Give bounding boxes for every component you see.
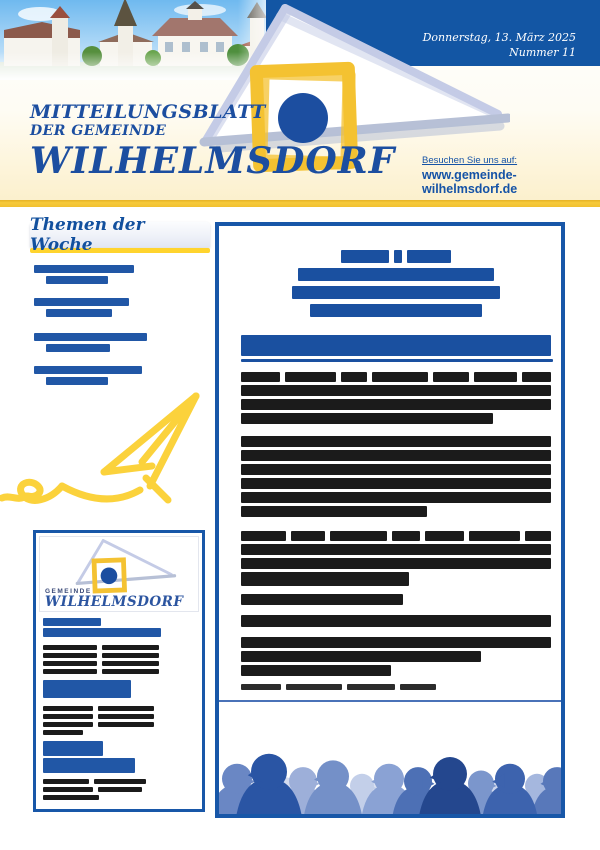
leftbox-subheading-2 [43, 741, 196, 773]
gemeinde-logo-card [39, 536, 199, 612]
article-paragraph-6 [241, 637, 551, 676]
sidebar-topic-list [30, 253, 210, 385]
masthead-line3: WILHELMSDORF [30, 140, 396, 182]
sidebar-themen-der-woche [30, 214, 210, 385]
visit-block [422, 155, 600, 196]
article-paragraph-5 [241, 615, 551, 627]
gold-divider-bar [0, 200, 600, 207]
issue-number: Nummer 11 [509, 46, 576, 60]
leftbox-detail-rows-3 [43, 779, 196, 800]
leftbox-detail-rows-1 [43, 645, 196, 674]
article-paragraph-4 [241, 594, 551, 605]
article-intro-heading [241, 250, 551, 317]
paper-plane-doodle-icon [0, 386, 212, 508]
article-paragraph-1 [241, 372, 551, 424]
article-title-underlined [241, 335, 551, 362]
website-link[interactable]: www.gemeinde-wilhelmsdorf.de [422, 168, 518, 196]
info-box-left [33, 530, 205, 812]
masthead-line1: MITTEILUNGSBLATT [30, 101, 266, 123]
article-paragraph-2 [241, 436, 551, 517]
sidebar-title: Themen der Woche [30, 214, 145, 255]
masthead-line2: DER GEMEINDE [30, 123, 167, 139]
visit-label: Besuchen Sie uns auf: [422, 155, 518, 166]
issue-date: Donnerstag, 13. März 2025 [422, 31, 576, 44]
logo-card-name: WILHELMSDORF [45, 594, 184, 610]
main-article-box [215, 222, 565, 818]
leftbox-subheading-1 [43, 680, 196, 698]
logo-card-org: GEMEINDE [45, 588, 92, 595]
image-credit-caption [241, 684, 551, 690]
leftbox-detail-rows-2 [43, 706, 196, 735]
sidebar-header [30, 214, 210, 255]
article-paragraph-3 [241, 531, 551, 586]
leftbox-heading [43, 618, 196, 637]
people-crowd-illustration [219, 700, 561, 814]
gemeinde-logo-icon [61, 538, 187, 594]
